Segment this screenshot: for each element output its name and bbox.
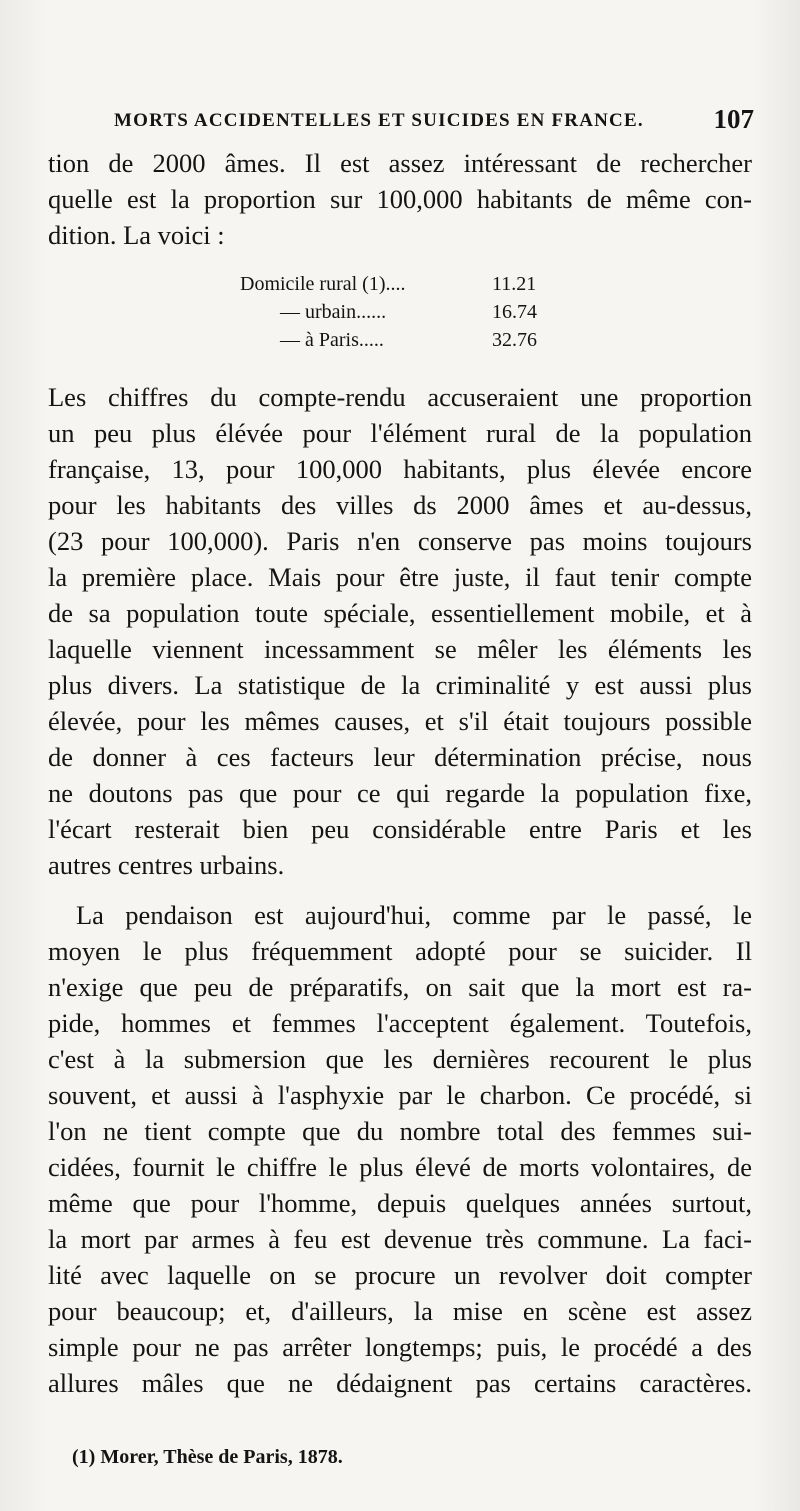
table-row [240, 298, 580, 326]
running-head [114, 104, 754, 140]
table-row-value: 11.21 [492, 273, 537, 295]
text-line: pide, hommes et femmes l'acceptent également. Toutefois, [48, 1008, 752, 1038]
text-line: élevée, pour les mêmes causes, et s'il était toujours possible [48, 706, 752, 736]
text-line: l'écart resterait bien peu considérable entre Paris et les [48, 814, 752, 844]
running-title: MORTS ACCIDENTELLES ET SUICIDES EN FRANCE. [114, 110, 644, 131]
text-line: (23 pour 100,000). Paris n'en conserve pas moins toujours [48, 526, 752, 556]
text-line: tion de 2000 âmes. Il est assez intéressant de rechercher [48, 148, 752, 178]
text-line: n'exige que peu de préparatifs, on sait que la mort est ra- [48, 972, 752, 1002]
table-row [240, 326, 580, 354]
text-line: c'est à la submersion que les dernières recourent le plus [48, 1044, 752, 1074]
text-line: de donner à ces facteurs leur détermination précise, nous [48, 742, 752, 772]
text-line: même que pour l'homme, depuis quelques années surtout, [48, 1188, 752, 1218]
text-line: ne doutons pas que pour ce qui regarde la population fixe, [48, 778, 752, 808]
text-line: allures mâles que ne dédaignent pas certains caractères. [48, 1368, 752, 1398]
text-line: Les chiffres du compte-rendu accuseraient une proportion [48, 382, 752, 412]
text-line: un peu plus élévée pour l'élément rural de la population [48, 418, 752, 448]
text-line: souvent, et aussi à l'asphyxie par le charbon. Ce procédé, si [48, 1080, 752, 1110]
text-line: quelle est la proportion sur 100,000 habitants de même con- [48, 184, 752, 214]
text-line: la première place. Mais pour être juste, il faut tenir compte [48, 562, 752, 592]
text-line: la mort par armes à feu est devenue très commune. La faci- [48, 1224, 752, 1254]
text-line: simple pour ne pas arrêter longtemps; puis, le procédé a des [48, 1332, 752, 1362]
table-row-value: 16.74 [492, 301, 537, 323]
table-row-label: Domicile rural (1).... [240, 273, 406, 295]
rate-table [240, 270, 580, 354]
text-line: autres centres urbains. [48, 850, 285, 880]
table-row-value: 32.76 [492, 329, 537, 351]
text-line: moyen le plus fréquemment adopté pour se suicider. Il [48, 936, 752, 966]
text-line: pour beaucoup; et, d'ailleurs, la mise en scène est assez [48, 1296, 752, 1326]
text-line: l'on ne tient compte que du nombre total des femmes sui- [48, 1116, 752, 1146]
text-line: dition. La voici : [48, 220, 225, 250]
text-line: plus divers. La statistique de la criminalité y est aussi plus [48, 670, 752, 700]
text-line: La pendaison est aujourd'hui, comme par le passé, le [76, 900, 752, 930]
page-number: 107 [713, 104, 754, 134]
text-line: lité avec laquelle on se procure un revolver doit compter [48, 1260, 752, 1290]
text-line: pour les habitants des villes ds 2000 âmes et au-dessus, [48, 490, 752, 520]
footnote: (1) Morer, Thèse de Paris, 1878. [72, 1446, 343, 1468]
text-line: française, 13, pour 100,000 habitants, plus élevée encore [48, 454, 752, 484]
text-line: laquelle viennent incessamment se mêler les éléments les [48, 634, 752, 664]
text-line: de sa population toute spéciale, essentiellement mobile, et à [48, 598, 752, 628]
table-row [240, 270, 580, 298]
text-line: cidées, fournit le chiffre le plus élevé de morts volontaires, de [48, 1152, 752, 1182]
table-row-label: — urbain...... [280, 301, 387, 323]
table-row-label: — à Paris..... [280, 329, 384, 351]
